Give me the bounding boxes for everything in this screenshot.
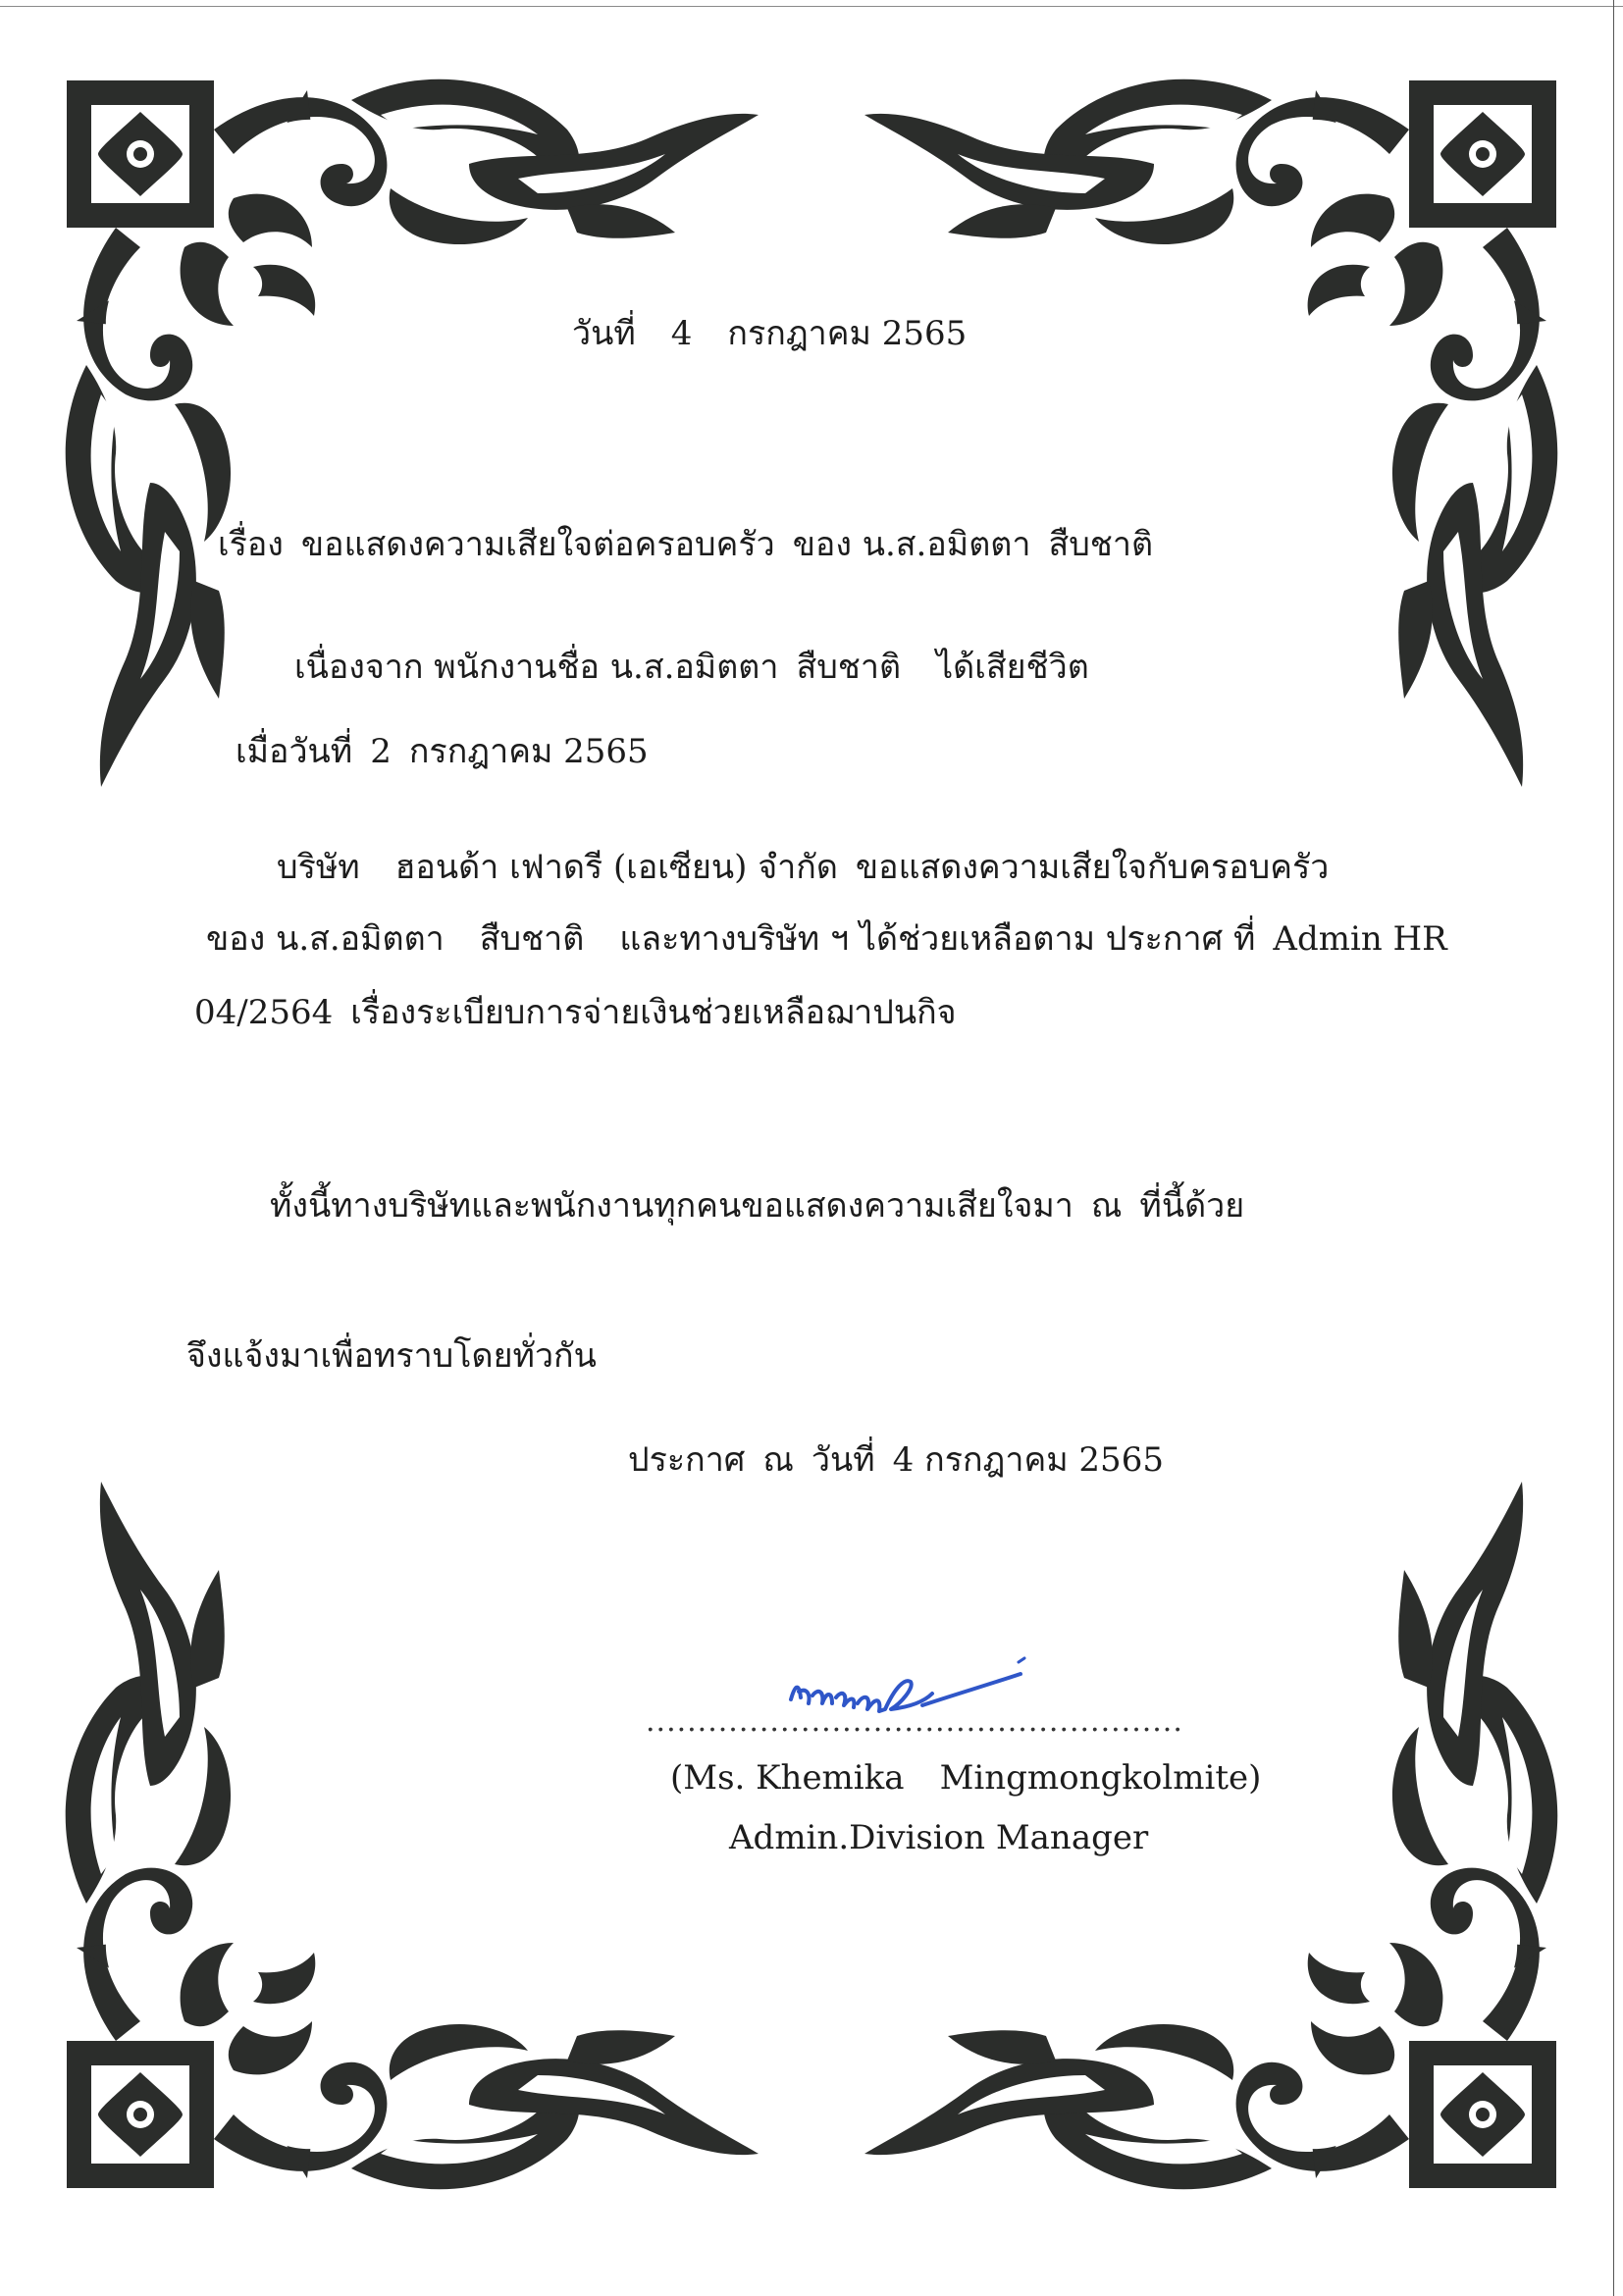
p3-text: ทั้งนี้ทางบริษัทและพนักงานทุกคนขอแสดงความเสียใจมา — [270, 1186, 1073, 1226]
p2-of-name: ของ น.ส.อมิตตา — [206, 919, 445, 959]
signatory-name-last: Mingmongkolmite) — [939, 1758, 1262, 1798]
p1-date-label: เมื่อวันที่ — [236, 732, 353, 771]
p1-surname: สืบชาติ — [796, 648, 902, 687]
p2-ref-no: 04/2564 — [194, 993, 334, 1032]
ornament-corner-bottom-left — [57, 1452, 763, 2198]
signatory-title: Admin.Division Manager — [729, 1818, 1149, 1857]
p3-here: ที่นี้ด้วย — [1139, 1186, 1245, 1226]
p2-company-word: บริษัท — [277, 848, 360, 887]
paragraph-2-line-3 — [194, 991, 957, 1034]
announce-date-label: วันที่ — [811, 1440, 875, 1480]
date-label: วันที่ — [572, 314, 636, 353]
paragraph-1-line-2 — [236, 730, 649, 773]
paragraph-2-line-2 — [206, 917, 1447, 961]
signatory-name-first: (Ms. Khemika — [670, 1758, 905, 1798]
p2-regulation: เรื่องระเบียบการจ่ายเงินช่วยเหลือฌาปนกิจ — [350, 993, 957, 1032]
p2-condolence: ขอแสดงความเสียใจกับครอบครัว — [855, 848, 1330, 887]
p1-month-year: กรกฎาคม 2565 — [408, 732, 649, 771]
paragraph-4 — [186, 1334, 597, 1378]
p1-intro: เนื่องจาก พนักงานชื่อ น.ส.อมิตตา — [294, 648, 779, 687]
paragraph-2-line-1 — [277, 846, 1329, 889]
letter-subject — [218, 523, 1153, 566]
date-day: 4 — [670, 314, 693, 353]
ornament-corner-top-right — [860, 71, 1566, 816]
letter-date — [572, 312, 967, 355]
subject-label: เรื่อง — [218, 525, 284, 564]
announce-label: ประกาศ — [628, 1440, 746, 1480]
date-month-year: กรกฎาคม 2565 — [727, 314, 968, 353]
subject-of: ของ น.ส.อมิตตา — [792, 525, 1031, 564]
announce-at: ณ — [762, 1440, 794, 1480]
paragraph-1-line-1 — [294, 646, 1089, 689]
p1-day: 2 — [370, 732, 392, 771]
signatory-name — [670, 1756, 1261, 1800]
announce-date: 4 กรกฎาคม 2565 — [892, 1440, 1164, 1480]
p2-help: และทางบริษัท ฯ ได้ช่วยเหลือตาม ประกาศ ที่ — [619, 919, 1256, 959]
p2-ref: Admin HR — [1273, 919, 1447, 959]
p2-company: ฮอนด้า เฟาดรี (เอเซียน) จำกัด — [394, 848, 838, 887]
p4-text: จึงแจ้งมาเพื่อทราบโดยทั่วกัน — [186, 1336, 597, 1376]
announcement-date — [628, 1438, 1164, 1482]
p2-surname: สืบชาติ — [479, 919, 585, 959]
p1-event: ได้เสียชีวิต — [936, 648, 1089, 687]
p3-at: ณ — [1090, 1186, 1123, 1226]
paragraph-3 — [270, 1184, 1244, 1227]
ornament-corner-top-left — [57, 71, 763, 816]
signature-dotted-line: .................................................... — [646, 1704, 1183, 1739]
subject-text: ขอแสดงความเสียใจต่อครอบครัว — [300, 525, 775, 564]
subject-surname: สืบชาติ — [1048, 525, 1154, 564]
